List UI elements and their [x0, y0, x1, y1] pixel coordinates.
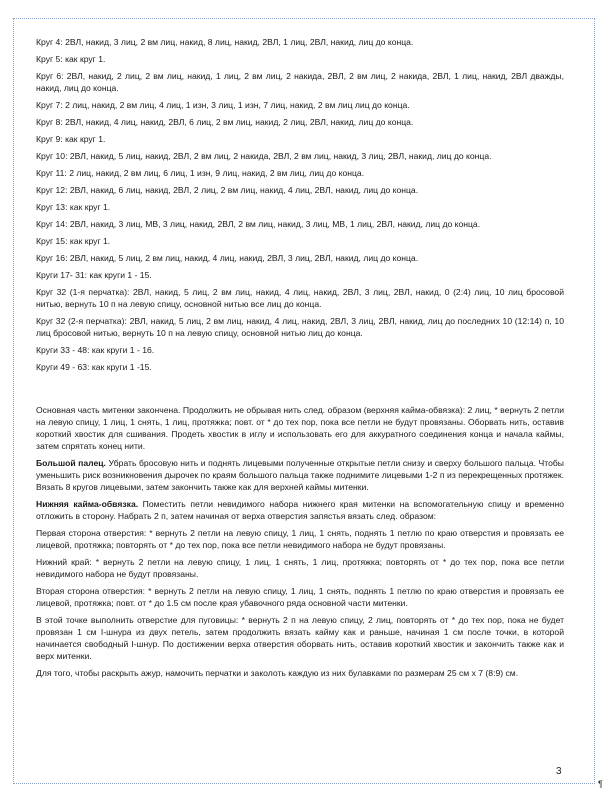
main-part-paragraph: Основная часть митенки закончена. Продолжить не обрывая нить след. образом (верхняя кайма-обвязка): 2 лиц, * вернуть 2 петли на левую спицу, 1 лиц, 1 снять, 1 лиц, протяжка; повт. от * до тех пор, пока все петли не будут провязаны. Оборвать нить, оставив короткий хвостик для сшивания. Продеть хвостик в иглу и использовать его для аккуратного соединения конца и начала каймы, затем спрятать конец нити. [36, 405, 564, 451]
row-8: Круг 8: 2ВЛ, накид, 4 лиц, накид, 2ВЛ, 6 лиц, 2 вм лиц, накид, 2 лиц, 2ВЛ, накид, лиц до конца. [36, 117, 414, 127]
lower-edge-paragraph: Нижний край: * вернуть 2 петли на левую спицу, 1 лиц, 1 снять, 1 лиц, протяжка; повторять от * до тех пор, пока все петли невидимого набора не будут провязаны. [36, 557, 564, 579]
row-6: Круг 6: 2ВЛ, накид, 2 лиц, 2 вм лиц, накид, 1 лиц, 2 вм лиц, 2 накида, 2ВЛ, 2 вм лиц, 2 накида, 2ВЛ, 1 лиц, накид, 2ВЛ дважды, накид, лиц до конца. [36, 71, 564, 93]
thumb-paragraph [36, 457, 564, 493]
thumb-text: Убрать бросовую нить и поднять лицевыми полученные открытые петли снизу и сверху большого пальца. Чтобы уменьшить риск возникновения дырочек по краям большого пальца также поднимите лицевыми 1-2 п из перекрещенных протяжек. Вязать 8 кругов лицевыми, затем закончить также как для верхней каймы митенки. [36, 458, 564, 492]
spacer [36, 378, 564, 404]
row-32-second: Круг 32 (2-я перчатка): 2ВЛ, накид, 5 лиц, 2 вм лиц, накид, 4 лиц, накид, 2ВЛ, 3 лиц, 2ВЛ, накид, лиц до последних 10 (12:14) п, 10 лиц бросовой нитью, вернуть 10 п на левую спицу, основной нитью лиц до конца. [36, 316, 564, 338]
row-15: Круг 15: как круг 1. [36, 236, 111, 246]
rows-49-63: Круги 49 - 63: как круги 1 -15. [36, 362, 152, 372]
page-number: 3 [556, 766, 562, 777]
row-32-first: Круг 32 (1-я перчатка): 2ВЛ, накид, 5 лиц, 2 вм лиц, накид, 4 лиц, накид, 2ВЛ, 3 лиц, 2ВЛ, накид, 0 (2:4) лиц, 10 лиц бросовой нитью, вернуть 10 п на левую спицу, основной нитью все лиц до конца. [36, 287, 564, 309]
document-body [36, 36, 564, 684]
row-4: Круг 4: 2ВЛ, накид, 3 лиц, 2 вм лиц, накид, 8 лиц, накид, 2ВЛ, 1 лиц, 2ВЛ, накид, лиц до конца. [36, 37, 414, 47]
edging-text: Поместить петли невидимого набора нижнего края митенки на вспомогательную спицу и временно отложить в сторону. Набрать 2 п, затем начиная от верха отверстия запястья вязать след. образом: [36, 499, 564, 521]
rows-17-31: Круги 17- 31: как круги 1 - 15. [36, 270, 152, 280]
rows-33-48: Круги 33 - 48: как круги 1 - 16. [36, 345, 155, 355]
edging-paragraph [36, 498, 564, 522]
row-10: Круг 10: 2ВЛ, накид, 5 лиц, накид, 2ВЛ, 2 вм лиц, 2 накида, 2ВЛ, 2 вм лиц, накид, 3 лиц, 2ВЛ, накид, лиц до конца. [36, 151, 492, 161]
first-side-paragraph: Первая сторона отверстия: * вернуть 2 петли на левую спицу, 1 лиц, 1 снять, поднять 1 петлю по краю отверстия и провязать ее лицевой, протяжка; повторять от * до тех пор, пока все петли невидимого набора не будут провязаны. [36, 528, 564, 550]
row-14: Круг 14: 2ВЛ, накид, 3 лиц, МВ, 3 лиц, накид, 2ВЛ, 2 вм лиц, накид, 3 лиц, МВ, 1 лиц, 2ВЛ, накид, лиц до конца. [36, 219, 481, 229]
row-12: Круг 12: 2ВЛ, накид, 6 лиц, накид, 2ВЛ, 2 лиц, 2 вм лиц, накид, 4 лиц, 2ВЛ, накид, лиц до конца. [36, 185, 419, 195]
row-9: Круг 9: как круг 1. [36, 134, 106, 144]
blocking-paragraph: Для того, чтобы раскрыть ажур, намочить перчатки и заколоть каждую из них булавками по размерам 25 см х 7 (8:9) см. [36, 668, 519, 678]
row-5: Круг 5: как круг 1. [36, 54, 106, 64]
edging-title: Нижняя кайма-обвязка. [36, 499, 139, 509]
thumb-title: Большой палец. [36, 458, 106, 468]
button-hole-paragraph: В этой точке выполнить отверстие для пуговицы: * вернуть 2 п на левую спицу, 2 лиц, повторять от * до тех пор, пока не будет провязан 1 см I-шнура из двух петель, затем продолжить вязать кайму как и раньше, начиная 1 см после точки, в которой начинается свободный I-шнур. По достижении верха отверстия оборвать нить, оставив короткий хвостик и закончить также как и верх митенки. [36, 615, 564, 661]
paragraph-mark-icon: ¶ [598, 779, 603, 789]
row-7: Круг 7: 2 лиц, накид, 2 вм лиц, 4 лиц, 1 изн, 3 лиц, 1 изн, 7 лиц, накид, 2 вм лиц лиц до конца. [36, 100, 410, 110]
row-13: Круг 13: как круг 1. [36, 202, 111, 212]
second-side-paragraph: Вторая сторона отверстия: * вернуть 2 петли на левую спицу, 1 лиц, 1 снять, поднять 1 петлю по краю отверстия и провязать ее лицевой, протяжка; повт. от * до 1.5 см после края убавочного ряда основной части митенки. [36, 586, 564, 608]
row-11: Круг 11: 2 лиц, накид, 2 вм лиц, 6 лиц, 1 изн, 9 лиц, накид, 2 вм лиц, лиц до конца. [36, 168, 365, 178]
row-16: Круг 16: 2ВЛ, накид, 5 лиц, 2 вм лиц, накид, 4 лиц, накид, 2ВЛ, 3 лиц, 2ВЛ, накид, лиц до конца. [36, 253, 419, 263]
